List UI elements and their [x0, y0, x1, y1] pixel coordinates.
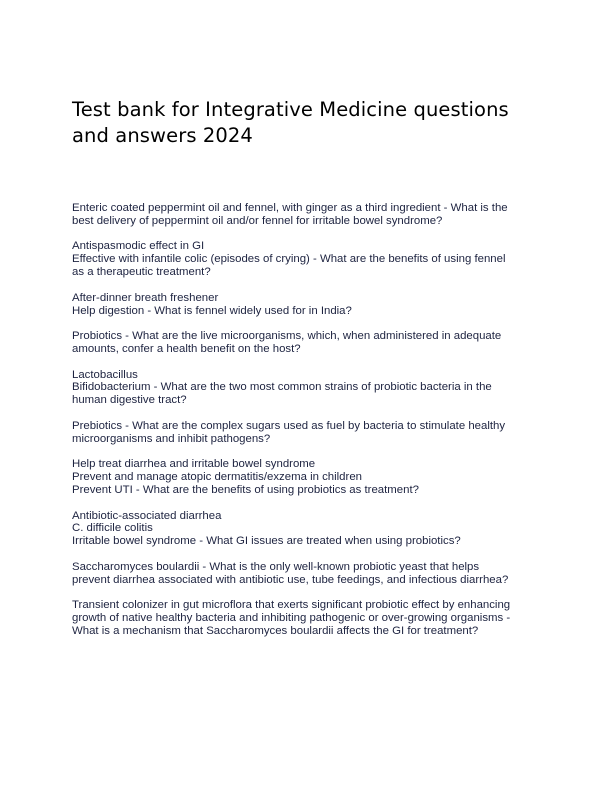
qa-entry	[72, 420, 544, 446]
qa-text-line: Irritable bowel syndrome - What GI issues are treated when using probiotics?	[72, 535, 461, 548]
qa-text-line: Help digestion - What is fennel widely used for in India?	[72, 304, 352, 317]
qa-text-line: Prevent UTI - What are the benefits of using probiotics as treatment?	[72, 484, 419, 497]
title-line: Test bank for Integrative Medicine questions	[72, 98, 509, 121]
qa-text-line: C. difficile colitis	[72, 522, 153, 535]
qa-text-line: Help treat diarrhea and irritable bowel syndrome	[72, 458, 316, 471]
qa-entry	[72, 561, 544, 587]
qa-text-line: growth of native healthy bacteria and inhibiting pathogenic or over-growing organisms -	[72, 612, 511, 625]
qa-entry	[72, 458, 544, 497]
qa-text-line: prevent diarrhea associated with antibiotic use, tube feedings, and infectious diarrhea?	[72, 573, 509, 586]
qa-text-line: as a therapeutic treatment?	[72, 266, 211, 279]
qa-entry	[72, 369, 544, 408]
qa-entry	[72, 202, 544, 228]
qa-text-line: human digestive tract?	[72, 394, 187, 407]
qa-entry	[72, 599, 544, 638]
qa-text-line: Antibiotic-associated diarrhea	[72, 509, 222, 522]
qa-text-line: Saccharomyces boulardii - What is the only well-known probiotic yeast that helps	[72, 560, 480, 573]
qa-list	[72, 202, 544, 651]
qa-text-line: amounts, confer a health benefit on the host?	[72, 343, 301, 356]
qa-entry	[72, 292, 544, 318]
qa-text-line: Probiotics - What are the live microorganisms, which, when administered in adequate	[72, 330, 502, 343]
page-title	[72, 97, 542, 149]
qa-text-line: best delivery of peppermint oil and/or fennel for irritable bowel syndrome?	[72, 214, 443, 227]
qa-entry	[72, 510, 544, 549]
qa-text-line: Antispasmodic effect in GI	[72, 240, 205, 253]
qa-text-line: Lactobacillus	[72, 368, 138, 381]
qa-entry	[72, 240, 544, 279]
title-line: and answers 2024	[72, 124, 253, 147]
qa-entry	[72, 330, 544, 356]
qa-text-line: Prebiotics - What are the complex sugars used as fuel by bacteria to stimulate healthy	[72, 419, 506, 432]
qa-text-line: After-dinner breath freshener	[72, 291, 219, 304]
qa-text-line: What is a mechanism that Saccharomyces boulardii affects the GI for treatment?	[72, 625, 479, 638]
qa-text-line: Prevent and manage atopic dermatitis/exzema in children	[72, 471, 362, 484]
qa-text-line: microorganisms and inhibit pathogens?	[72, 432, 271, 445]
qa-text-line: Enteric coated peppermint oil and fennel, with ginger as a third ingredient - What is the	[72, 202, 508, 214]
qa-text-line: Effective with infantile colic (episodes of crying) - What are the benefits of using fennel	[72, 253, 506, 266]
qa-text-line: Transient colonizer in gut microflora that exerts significant probiotic effect by enhancing	[72, 599, 511, 612]
qa-text-line: Bifidobacterium - What are the two most common strains of probiotic bacteria in the	[72, 381, 492, 394]
